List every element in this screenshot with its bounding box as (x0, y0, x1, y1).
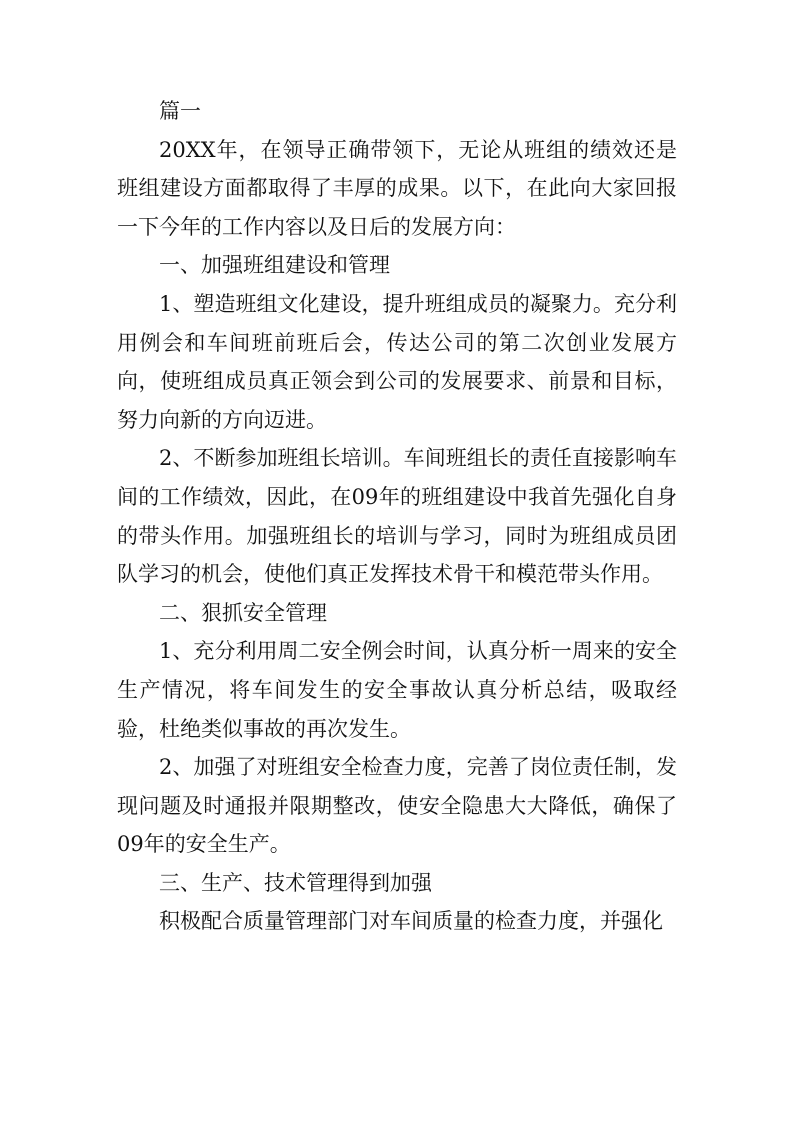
paragraph-2-2: 2、加强了对班组安全检查力度，完善了岗位责任制，发现问题及时通报并限期整改，使安全隐患大大降低，确保了09年的安全生产。 (117, 755, 677, 857)
paragraph-1-2: 2、不断参加班组长培训。车间班组长的责任直接影响车间的工作绩效，因此，在09年的班组建设中我首先强化自身的带头作用。加强班组长的培训与学习，同时为班组成员团队学习的机会，使他们真正发挥技术骨干和模范带头作用。 (117, 446, 677, 587)
document-body (117, 92, 677, 941)
paragraph-2-1: 1、充分利用周二安全例会时间，认真分析一周来的安全生产情况，将车间发生的安全事故认真分析总结，吸取经验，杜绝类似事故的再次发生。 (117, 639, 677, 741)
paragraph-1-1: 1、塑造班组文化建设，提升班组成员的凝聚力。充分利用例会和车间班前班后会，传达公司的第二次创业发展方向，使班组成员真正领会到公司的发展要求、前景和目标，努力向新的方向迈进。 (117, 291, 677, 432)
paragraph-3-1: 积极配合质量管理部门对车间质量的检查力度，并强化 (159, 909, 663, 934)
section-heading-1: 一、加强班组建设和管理 (159, 253, 390, 278)
section-heading-3: 三、生产、技术管理得到加强 (159, 870, 432, 895)
section-heading-2: 二、狠抓安全管理 (159, 600, 327, 625)
paragraph-intro: 20XX年，在领导正确带领下，无论从班组的绩效还是班组建设方面都取得了丰厚的成果。以下，在此向大家回报一下今年的工作内容以及日后的发展方向： (117, 137, 677, 239)
document-title: 篇一 (159, 99, 201, 123)
